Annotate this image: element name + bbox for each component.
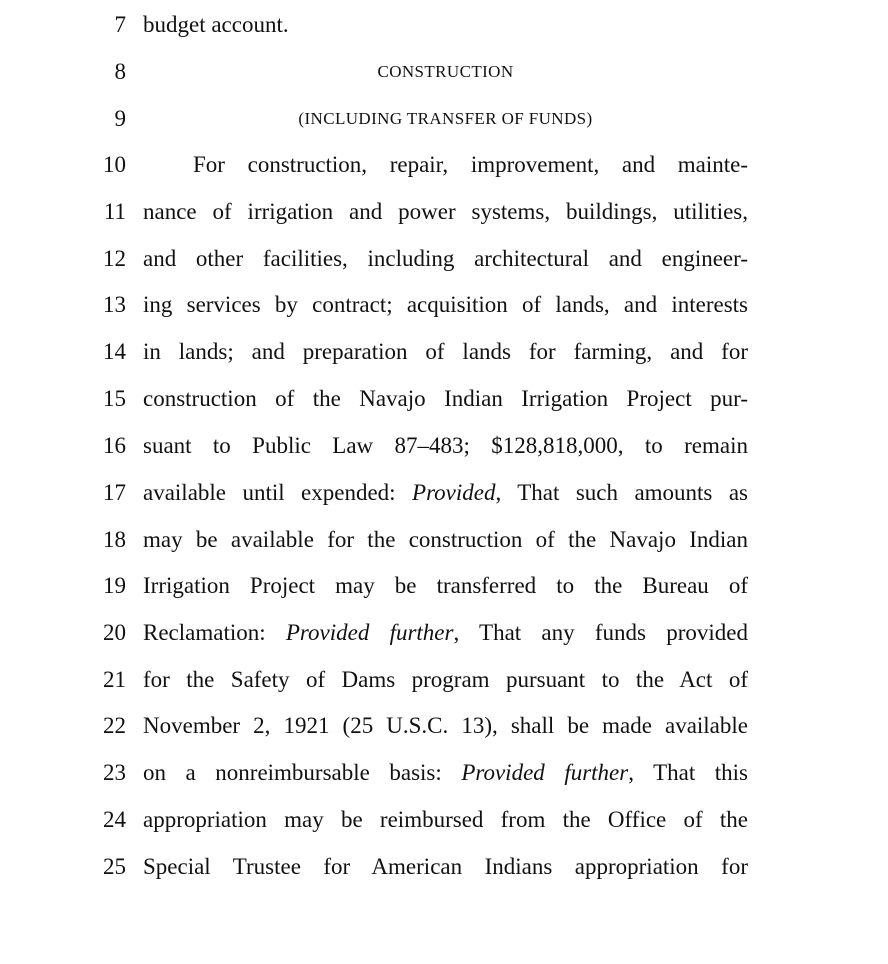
text-line-24 xyxy=(0,805,888,835)
line-number: 19 xyxy=(103,573,126,598)
line-text: budget account. xyxy=(143,12,289,37)
text-line-16 xyxy=(0,431,888,461)
line-text: ing services by contract; acquisition of lands, and interests xyxy=(143,292,748,317)
text-line-11 xyxy=(0,197,888,227)
text-line-25 xyxy=(0,852,888,882)
proviso-italic: Provided further xyxy=(285,620,454,645)
line-text-pre: available until expended: xyxy=(143,480,413,505)
text-line-18 xyxy=(0,525,888,555)
proviso-italic: Provided xyxy=(412,480,496,505)
line-number: 20 xyxy=(103,620,126,645)
line-text: in lands; and preparation of lands for farming, and for xyxy=(143,339,748,364)
line-text: and other facilities, including architectural and engineer- xyxy=(143,246,748,271)
text-line-14 xyxy=(0,337,888,367)
line-text-pre: Reclamation: xyxy=(143,620,286,645)
line-number: 22 xyxy=(103,713,126,738)
proviso-italic: Provided further xyxy=(461,760,629,785)
line-number: 9 xyxy=(114,106,126,131)
text-line-22 xyxy=(0,711,888,741)
section-heading: CONSTRUCTION xyxy=(377,62,514,81)
line-number: 13 xyxy=(103,292,126,317)
line-text: construction of the Navajo Indian Irrigation Project pur- xyxy=(143,386,748,411)
section-subheading: (INCLUDING TRANSFER OF FUNDS) xyxy=(298,109,593,128)
text-line-10 xyxy=(0,150,888,180)
text-line-8 xyxy=(0,57,888,87)
text-line-19 xyxy=(0,571,888,601)
line-number: 24 xyxy=(103,807,126,832)
line-number: 23 xyxy=(103,760,126,785)
line-text: for the Safety of Dams program pursuant to the Act of xyxy=(143,667,748,692)
line-text: may be available for the construction of the Navajo Indian xyxy=(143,527,748,552)
text-line-12 xyxy=(0,244,888,274)
text-line-9 xyxy=(0,104,888,134)
line-text-pre: on a nonreimbursable basis: xyxy=(143,760,462,785)
line-text: Irrigation Project may be transferred to the Bureau of xyxy=(143,573,748,598)
line-number: 8 xyxy=(114,59,126,84)
text-line-23 xyxy=(0,758,888,788)
line-text: Special Trustee for American Indians appropriation for xyxy=(143,854,748,879)
text-line-7 xyxy=(0,10,888,40)
line-text xyxy=(143,478,748,508)
text-line-13 xyxy=(0,290,888,320)
text-line-20 xyxy=(0,618,888,648)
line-number: 11 xyxy=(103,199,126,224)
line-text-post: , That any funds provided xyxy=(453,620,748,645)
line-text xyxy=(143,618,748,648)
text-line-17 xyxy=(0,478,888,508)
line-text-post: , That such amounts as xyxy=(495,480,748,505)
line-text: suant to Public Law 87–483; $128,818,000, to remain xyxy=(143,433,748,458)
text-line-15 xyxy=(0,384,888,414)
line-text xyxy=(143,758,748,788)
text-line-21 xyxy=(0,665,888,695)
line-text: nance of irrigation and power systems, buildings, utilities, xyxy=(143,199,748,224)
line-number: 25 xyxy=(103,854,126,879)
line-number: 15 xyxy=(103,386,126,411)
line-number: 7 xyxy=(114,12,126,37)
line-text-post: , That this xyxy=(628,760,749,785)
line-text: November 2, 1921 (25 U.S.C. 13), shall be made available xyxy=(143,713,748,738)
line-number: 18 xyxy=(103,527,126,552)
line-number: 16 xyxy=(103,433,126,458)
line-text: For construction, repair, improvement, and mainte- xyxy=(193,152,748,177)
line-text: appropriation may be reimbursed from the Office of the xyxy=(143,807,748,832)
line-number: 10 xyxy=(103,152,126,177)
line-number: 12 xyxy=(103,246,126,271)
line-number: 14 xyxy=(103,339,126,364)
line-number: 17 xyxy=(103,480,126,505)
line-number: 21 xyxy=(103,667,126,692)
